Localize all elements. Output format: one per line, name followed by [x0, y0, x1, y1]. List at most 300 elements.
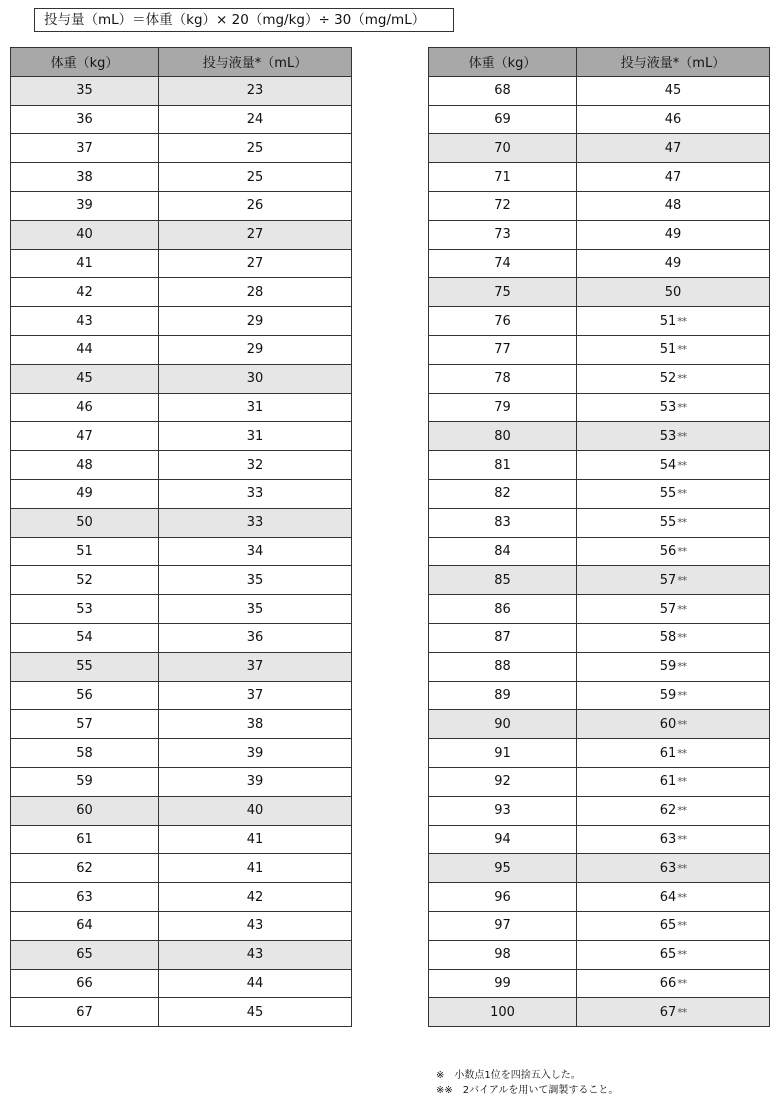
weight-cell: 63	[11, 883, 159, 912]
volume-value: 49	[664, 227, 682, 243]
volume-cell	[159, 537, 352, 566]
volume-cell	[159, 335, 352, 364]
volume-cell	[577, 220, 770, 249]
two-vial-mark: **	[677, 861, 687, 875]
volume-cell	[577, 854, 770, 883]
volume-value: 28	[246, 284, 264, 300]
table-row	[429, 623, 770, 652]
volume-value: 51	[659, 313, 677, 329]
table-row	[11, 796, 352, 825]
weight-cell: 50	[11, 508, 159, 537]
weight-cell: 62	[11, 854, 159, 883]
volume-value: 33	[246, 486, 264, 502]
table-row	[11, 825, 352, 854]
table-row	[11, 134, 352, 163]
table-row	[429, 220, 770, 249]
volume-cell	[159, 969, 352, 998]
weight-cell: 73	[429, 220, 577, 249]
volume-value: 37	[246, 687, 264, 703]
volume-value: 63	[659, 860, 677, 876]
volume-value: 64	[659, 889, 677, 905]
table-row	[429, 739, 770, 768]
volume-cell	[577, 969, 770, 998]
two-vial-mark: **	[677, 343, 687, 357]
weight-cell: 42	[11, 278, 159, 307]
volume-value: 65	[659, 947, 677, 963]
table-header-row	[11, 48, 352, 77]
volume-value: 35	[246, 601, 264, 617]
table-row	[11, 105, 352, 134]
table-header-row	[429, 48, 770, 77]
table-row	[429, 998, 770, 1027]
volume-value: 62	[659, 803, 677, 819]
volume-value: 55	[659, 515, 677, 531]
volume-value: 31	[246, 399, 264, 415]
weight-cell: 54	[11, 623, 159, 652]
weight-cell: 49	[11, 479, 159, 508]
table-row	[11, 681, 352, 710]
volume-cell	[577, 335, 770, 364]
table-row	[429, 479, 770, 508]
volume-value: 51	[659, 342, 677, 358]
weight-cell: 57	[11, 710, 159, 739]
table-row	[11, 537, 352, 566]
volume-cell	[159, 163, 352, 192]
volume-cell	[159, 623, 352, 652]
weight-cell: 68	[429, 76, 577, 105]
volume-value: 36	[246, 630, 264, 646]
volume-value: 53	[659, 428, 677, 444]
weight-cell: 45	[11, 364, 159, 393]
volume-value: 33	[246, 515, 264, 531]
volume-cell	[159, 595, 352, 624]
volume-cell	[159, 393, 352, 422]
volume-cell	[577, 422, 770, 451]
volume-value: 37	[246, 659, 264, 675]
table-row	[429, 393, 770, 422]
volume-value: 32	[246, 457, 264, 473]
volume-cell	[159, 105, 352, 134]
volume-value: 47	[664, 140, 682, 156]
volume-cell	[577, 479, 770, 508]
weight-cell: 98	[429, 940, 577, 969]
weight-cell: 48	[11, 451, 159, 480]
table-row	[429, 105, 770, 134]
volume-cell	[577, 595, 770, 624]
weight-cell: 90	[429, 710, 577, 739]
table-row	[11, 595, 352, 624]
weight-cell: 37	[11, 134, 159, 163]
weight-cell: 79	[429, 393, 577, 422]
volume-cell	[577, 451, 770, 480]
volume-value: 43	[246, 947, 264, 963]
volume-value: 66	[659, 975, 677, 991]
volume-value: 23	[246, 83, 264, 99]
volume-value: 29	[246, 342, 264, 358]
footnotes	[436, 1068, 618, 1098]
weight-column-header: 体重（kg）	[429, 48, 577, 77]
volume-cell	[159, 278, 352, 307]
table-row	[11, 623, 352, 652]
volume-cell	[577, 767, 770, 796]
weight-cell: 60	[11, 796, 159, 825]
volume-value: 59	[659, 687, 677, 703]
volume-value: 48	[664, 198, 682, 214]
table-row	[429, 278, 770, 307]
table-row	[429, 969, 770, 998]
table-row	[429, 134, 770, 163]
table-row	[11, 451, 352, 480]
table-row	[11, 278, 352, 307]
formula-box: 投与量（mL）＝体重（kg）× 20（mg/kg）÷ 30（mg/mL）	[34, 8, 454, 32]
table-row	[429, 940, 770, 969]
volume-cell	[577, 393, 770, 422]
two-vial-mark: **	[677, 746, 687, 760]
two-vial-mark: **	[677, 775, 687, 789]
volume-value: 43	[246, 918, 264, 934]
volume-value: 46	[664, 111, 682, 127]
table-row	[11, 191, 352, 220]
table-row	[11, 422, 352, 451]
volume-cell	[159, 998, 352, 1027]
weight-cell: 43	[11, 307, 159, 336]
weight-cell: 94	[429, 825, 577, 854]
table-row	[429, 537, 770, 566]
weight-cell: 47	[11, 422, 159, 451]
volume-cell	[159, 681, 352, 710]
table-row	[11, 364, 352, 393]
volume-cell	[159, 249, 352, 278]
weight-cell: 92	[429, 767, 577, 796]
two-vial-mark: **	[677, 602, 687, 616]
volume-value: 44	[246, 975, 264, 991]
weight-cell: 55	[11, 652, 159, 681]
volume-cell	[577, 940, 770, 969]
weight-cell: 40	[11, 220, 159, 249]
weight-cell: 74	[429, 249, 577, 278]
volume-cell	[159, 479, 352, 508]
weight-column-header: 体重（kg）	[11, 48, 159, 77]
volume-value: 58	[659, 630, 677, 646]
table-row	[429, 595, 770, 624]
volume-cell	[577, 623, 770, 652]
weight-cell: 59	[11, 767, 159, 796]
table-row	[429, 451, 770, 480]
volume-cell	[159, 796, 352, 825]
volume-value: 27	[246, 255, 264, 271]
table-row	[429, 508, 770, 537]
volume-cell	[159, 767, 352, 796]
table-row	[11, 710, 352, 739]
volume-value: 65	[659, 918, 677, 934]
two-vial-mark: **	[677, 314, 687, 328]
volume-cell	[577, 998, 770, 1027]
weight-cell: 67	[11, 998, 159, 1027]
volume-cell	[159, 422, 352, 451]
weight-cell: 41	[11, 249, 159, 278]
two-vial-mark: **	[677, 832, 687, 846]
table-row	[429, 191, 770, 220]
two-vial-mark: **	[677, 573, 687, 587]
volume-column-header: 投与液量*（mL）	[159, 48, 352, 77]
volume-cell	[577, 739, 770, 768]
table-row	[11, 652, 352, 681]
table-row	[429, 796, 770, 825]
volume-cell	[577, 796, 770, 825]
volume-value: 25	[246, 169, 264, 185]
two-vial-mark: **	[677, 890, 687, 904]
table-row	[11, 393, 352, 422]
weight-cell: 53	[11, 595, 159, 624]
weight-cell: 91	[429, 739, 577, 768]
weight-cell: 95	[429, 854, 577, 883]
weight-cell: 81	[429, 451, 577, 480]
dose-table-left	[10, 47, 352, 1027]
weight-cell: 71	[429, 163, 577, 192]
weight-cell: 46	[11, 393, 159, 422]
volume-cell	[577, 105, 770, 134]
weight-cell: 83	[429, 508, 577, 537]
volume-value: 27	[246, 227, 264, 243]
volume-value: 60	[659, 716, 677, 732]
volume-value: 42	[246, 889, 264, 905]
volume-value: 30	[246, 371, 264, 387]
volume-cell	[577, 537, 770, 566]
volume-cell	[577, 652, 770, 681]
table-row	[11, 739, 352, 768]
weight-cell: 70	[429, 134, 577, 163]
weight-cell: 69	[429, 105, 577, 134]
two-vial-mark: **	[677, 631, 687, 645]
table-row	[11, 998, 352, 1027]
weight-cell: 61	[11, 825, 159, 854]
volume-cell	[577, 134, 770, 163]
weight-cell: 80	[429, 422, 577, 451]
volume-cell	[577, 825, 770, 854]
volume-value: 38	[246, 716, 264, 732]
table-row	[11, 940, 352, 969]
weight-cell: 89	[429, 681, 577, 710]
weight-cell: 56	[11, 681, 159, 710]
two-vial-mark: **	[677, 717, 687, 731]
table-row	[429, 883, 770, 912]
volume-value: 29	[246, 313, 264, 329]
volume-value: 41	[246, 831, 264, 847]
volume-cell	[577, 278, 770, 307]
table-row	[11, 220, 352, 249]
volume-cell	[159, 191, 352, 220]
volume-cell	[159, 364, 352, 393]
table-row	[429, 163, 770, 192]
volume-cell	[159, 508, 352, 537]
weight-cell: 64	[11, 911, 159, 940]
volume-value: 59	[659, 659, 677, 675]
volume-cell	[159, 451, 352, 480]
weight-cell: 66	[11, 969, 159, 998]
volume-cell	[159, 825, 352, 854]
volume-value: 47	[664, 169, 682, 185]
volume-value: 45	[664, 83, 682, 99]
table-row	[429, 364, 770, 393]
volume-value: 55	[659, 486, 677, 502]
footnote-two-vials: ※※ 2バイアルを用いて調製すること。	[436, 1085, 619, 1096]
volume-cell	[159, 566, 352, 595]
volume-cell	[577, 566, 770, 595]
table-row	[429, 710, 770, 739]
two-vial-mark: **	[677, 948, 687, 962]
weight-cell: 78	[429, 364, 577, 393]
two-vial-mark: **	[677, 976, 687, 990]
volume-value: 26	[246, 198, 264, 214]
weight-cell: 88	[429, 652, 577, 681]
volume-value: 56	[659, 543, 677, 559]
two-vial-mark: **	[677, 487, 687, 501]
weight-cell: 84	[429, 537, 577, 566]
volume-value: 31	[246, 428, 264, 444]
table-row	[429, 767, 770, 796]
volume-value: 61	[659, 774, 677, 790]
table-row	[429, 825, 770, 854]
volume-value: 67	[659, 1004, 677, 1020]
volume-cell	[577, 76, 770, 105]
weight-cell: 97	[429, 911, 577, 940]
volume-cell	[577, 883, 770, 912]
volume-value: 49	[664, 255, 682, 271]
weight-cell: 51	[11, 537, 159, 566]
weight-cell: 93	[429, 796, 577, 825]
volume-cell	[159, 76, 352, 105]
table-row	[11, 479, 352, 508]
volume-cell	[159, 854, 352, 883]
table-row	[429, 307, 770, 336]
volume-value: 41	[246, 860, 264, 876]
volume-cell	[159, 739, 352, 768]
table-row	[429, 566, 770, 595]
volume-cell	[577, 163, 770, 192]
table-row	[11, 76, 352, 105]
two-vial-mark: **	[677, 804, 687, 818]
two-vial-mark: **	[677, 429, 687, 443]
weight-cell: 100	[429, 998, 577, 1027]
table-row	[429, 76, 770, 105]
table-row	[11, 767, 352, 796]
weight-cell: 86	[429, 595, 577, 624]
weight-cell: 96	[429, 883, 577, 912]
volume-column-header: 投与液量*（mL）	[577, 48, 770, 77]
two-vial-mark: **	[677, 660, 687, 674]
table-row	[429, 854, 770, 883]
weight-cell: 82	[429, 479, 577, 508]
two-vial-mark: **	[677, 919, 687, 933]
weight-cell: 38	[11, 163, 159, 192]
volume-value: 45	[246, 1004, 264, 1020]
volume-value: 39	[246, 745, 264, 761]
volume-value: 57	[659, 601, 677, 617]
weight-cell: 99	[429, 969, 577, 998]
weight-cell: 36	[11, 105, 159, 134]
volume-value: 54	[659, 457, 677, 473]
weight-cell: 85	[429, 566, 577, 595]
volume-value: 61	[659, 745, 677, 761]
volume-value: 53	[659, 399, 677, 415]
weight-cell: 76	[429, 307, 577, 336]
volume-cell	[159, 220, 352, 249]
table-row	[11, 883, 352, 912]
weight-cell: 75	[429, 278, 577, 307]
two-vial-mark: **	[677, 516, 687, 530]
volume-value: 39	[246, 774, 264, 790]
volume-value: 52	[659, 371, 677, 387]
table-row	[11, 508, 352, 537]
volume-cell	[159, 134, 352, 163]
volume-value: 35	[246, 572, 264, 588]
table-row	[429, 681, 770, 710]
volume-value: 63	[659, 831, 677, 847]
volume-cell	[577, 364, 770, 393]
volume-cell	[577, 710, 770, 739]
table-row	[429, 652, 770, 681]
weight-cell: 77	[429, 335, 577, 364]
weight-cell: 72	[429, 191, 577, 220]
volume-value: 34	[246, 543, 264, 559]
table-row	[429, 249, 770, 278]
volume-cell	[159, 883, 352, 912]
table-row	[11, 335, 352, 364]
volume-cell	[159, 911, 352, 940]
volume-cell	[577, 191, 770, 220]
two-vial-mark: **	[677, 1005, 687, 1019]
volume-value: 57	[659, 572, 677, 588]
volume-cell	[577, 508, 770, 537]
weight-cell: 52	[11, 566, 159, 595]
volume-cell	[577, 249, 770, 278]
volume-value: 40	[246, 803, 264, 819]
table-row	[429, 911, 770, 940]
table-row	[11, 163, 352, 192]
volume-cell	[577, 681, 770, 710]
weight-cell: 39	[11, 191, 159, 220]
two-vial-mark: **	[677, 458, 687, 472]
table-row	[11, 307, 352, 336]
two-vial-mark: **	[677, 400, 687, 414]
volume-value: 25	[246, 140, 264, 156]
volume-value: 50	[664, 284, 682, 300]
two-vial-mark: **	[677, 688, 687, 702]
footnote-rounding: ※ 小数点1位を四捨五入した。	[436, 1070, 581, 1081]
weight-cell: 87	[429, 623, 577, 652]
volume-cell	[159, 652, 352, 681]
weight-cell: 65	[11, 940, 159, 969]
weight-cell: 44	[11, 335, 159, 364]
table-row	[11, 911, 352, 940]
table-row	[429, 335, 770, 364]
volume-cell	[159, 940, 352, 969]
table-row	[11, 854, 352, 883]
volume-cell	[159, 307, 352, 336]
volume-cell	[577, 307, 770, 336]
table-row	[429, 422, 770, 451]
table-row	[11, 969, 352, 998]
volume-cell	[577, 911, 770, 940]
table-row	[11, 566, 352, 595]
two-vial-mark: **	[677, 372, 687, 386]
dose-table-right	[428, 47, 770, 1027]
two-vial-mark: **	[677, 544, 687, 558]
volume-value: 24	[246, 111, 264, 127]
weight-cell: 58	[11, 739, 159, 768]
weight-cell: 35	[11, 76, 159, 105]
table-row	[11, 249, 352, 278]
